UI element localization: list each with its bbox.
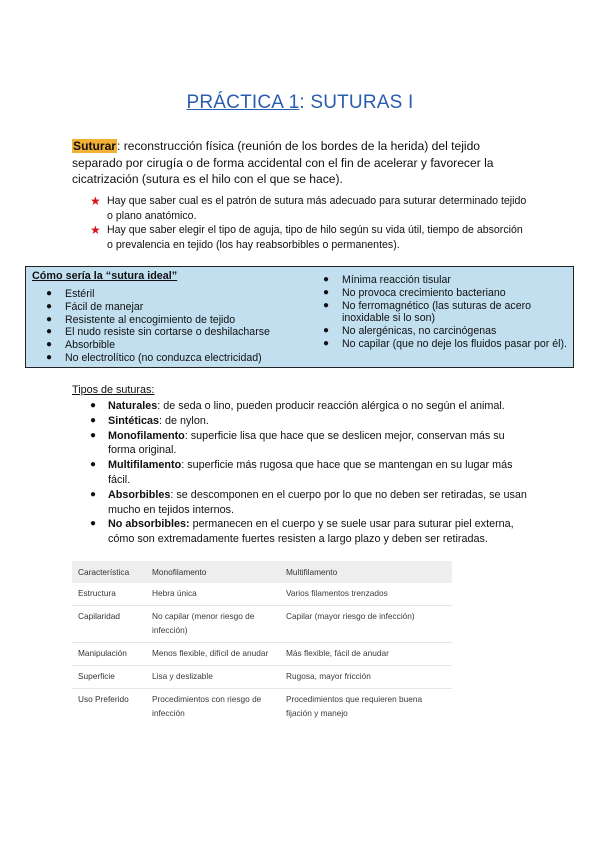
table-cell: Procedimientos que requieren buena fijación y manejo bbox=[286, 694, 423, 718]
bullet-icon: ● bbox=[90, 414, 97, 426]
bullet-icon: ● bbox=[90, 518, 97, 530]
item-text: No provoca crecimiento bacteriano bbox=[342, 286, 506, 299]
list-item bbox=[46, 288, 316, 301]
list-item bbox=[46, 314, 316, 327]
bullet-icon: ● bbox=[90, 459, 97, 471]
bullet-icon: ● bbox=[46, 288, 53, 299]
table-cell: Estructura bbox=[72, 583, 146, 606]
types-list bbox=[90, 399, 535, 547]
table-cell: Lisa y deslizable bbox=[146, 666, 280, 689]
highlighted-term: Suturar bbox=[73, 139, 117, 153]
table-cell: Rugosa, mayor fricción bbox=[280, 666, 452, 689]
item-text: No capilar (que no deje los fluidos pasar por él). bbox=[342, 337, 567, 350]
column-header: Monofilamento bbox=[146, 561, 280, 583]
bullet-icon: ● bbox=[90, 429, 97, 441]
note-text: Hay que saber cual es el patrón de sutura más adecuado para suturar determinado tejido o plano anatómico. bbox=[107, 195, 527, 222]
type-term: Naturales bbox=[108, 400, 158, 412]
item-text: No electrolítico (no conduzca electricidad) bbox=[65, 351, 262, 364]
item-text: Fácil de manejar bbox=[65, 300, 144, 313]
comparison-table bbox=[72, 561, 452, 725]
table-row bbox=[72, 606, 452, 643]
column-header: Multifilamento bbox=[280, 561, 452, 583]
type-term: Sintéticas bbox=[108, 414, 160, 427]
list-item bbox=[90, 458, 535, 488]
bullet-icon: ● bbox=[323, 274, 330, 285]
list-item bbox=[46, 352, 316, 365]
type-text: : de nylon. bbox=[159, 414, 209, 427]
item-text: Resistente al encogimiento de tejido bbox=[65, 313, 236, 326]
table-cell: No capilar (menor riesgo de infección) bbox=[146, 606, 280, 643]
title-link[interactable]: PRÁCTICA 1 bbox=[186, 92, 300, 113]
type-text: permanecen en el cuerpo y se suele usar para suturar piel externa, cómo son extremadamente fuertes resisten a largo plazo y deben ser retiradas. bbox=[108, 518, 514, 546]
types-heading: Tipos de suturas: bbox=[72, 384, 155, 396]
list-item bbox=[90, 194, 530, 223]
table-header-row bbox=[72, 561, 452, 583]
list-item bbox=[90, 429, 535, 459]
bullet-icon: ● bbox=[323, 286, 330, 298]
table-cell: Uso Preferido bbox=[78, 694, 129, 704]
list-item bbox=[323, 325, 568, 338]
list-item bbox=[323, 300, 568, 326]
table-cell: Varios filamentos trenzados bbox=[280, 583, 452, 606]
list-item bbox=[46, 326, 316, 339]
list-item bbox=[90, 223, 530, 252]
list-item bbox=[90, 517, 535, 547]
bullet-icon: ● bbox=[46, 326, 53, 338]
intro-paragraph bbox=[72, 138, 532, 188]
table-row bbox=[72, 689, 452, 726]
item-text: No ferromagnético (las suturas de acero inoxidable si lo son) bbox=[342, 299, 532, 325]
type-term: Multifilamento bbox=[108, 459, 182, 472]
table-cell: Manipulación bbox=[72, 643, 146, 666]
bullet-icon: ● bbox=[323, 299, 330, 311]
table-cell: Procedimientos con riesgo de infección bbox=[152, 694, 262, 718]
list-item bbox=[90, 399, 535, 414]
table-cell: Capilaridad bbox=[72, 606, 146, 643]
type-text: : superficie lisa que hace que se deslicen mejor, conservan más su forma original. bbox=[108, 429, 505, 457]
title-rest: : SUTURAS I bbox=[299, 92, 414, 113]
bullet-icon: ● bbox=[46, 300, 53, 312]
item-text: No alergénicas, no carcinógenas bbox=[342, 325, 497, 338]
bullet-icon: ● bbox=[323, 325, 330, 337]
table-cell: Hebra única bbox=[146, 583, 280, 606]
ideal-right-list bbox=[323, 274, 568, 351]
note-text: Hay que saber elegir el tipo de aguja, tipo de hilo según su vida útil, tiempo de absorción o prevalencia en tejido (los hay reabsorbibles o permanentes). bbox=[107, 224, 523, 251]
item-text: El nudo resiste sin cortarse o deshilacharse bbox=[65, 326, 270, 339]
list-item bbox=[323, 274, 568, 287]
type-term: Absorbibles bbox=[108, 488, 171, 501]
bullet-icon: ● bbox=[46, 313, 53, 325]
bullet-icon: ● bbox=[90, 400, 97, 411]
type-term: Monofilamento bbox=[108, 429, 185, 442]
list-item bbox=[46, 339, 316, 352]
column-header: Característica bbox=[72, 561, 146, 583]
list-item bbox=[90, 414, 535, 429]
item-text: Mínima reacción tisular bbox=[342, 274, 451, 286]
notes-list bbox=[90, 194, 530, 252]
table-row bbox=[72, 583, 452, 606]
type-text: : de seda o lino, pueden producir reacción alérgica o no según el animal. bbox=[157, 400, 505, 412]
list-item bbox=[323, 338, 568, 351]
item-text: Absorbible bbox=[65, 339, 116, 352]
type-term: No absorbibles: bbox=[108, 518, 190, 531]
list-item bbox=[46, 301, 316, 314]
intro-definition: : reconstrucción física (reunión de los bordes de la herida) del tejido separado por cirugía o de forma accidental con el fin de acelerar y favorecer la cicatrización (sutura es el hilo con el que se hace). bbox=[72, 139, 494, 186]
table-row bbox=[72, 643, 452, 666]
bullet-icon: ● bbox=[46, 339, 53, 351]
ideal-suture-box bbox=[25, 266, 574, 368]
table-cell: Superficie bbox=[72, 666, 146, 689]
list-item bbox=[90, 488, 535, 518]
star-icon: ★ bbox=[90, 194, 101, 208]
table-cell: Menos flexible, difícil de anudar bbox=[146, 643, 280, 666]
ideal-left-list bbox=[46, 288, 316, 365]
page-title bbox=[0, 92, 600, 114]
bullet-icon: ● bbox=[90, 488, 97, 500]
ideal-suture-heading: Cómo sería la “sutura ideal” bbox=[32, 270, 178, 282]
type-text: : superficie más rugosa que hace que se mantengan en su lugar más fácil. bbox=[108, 459, 513, 486]
star-icon: ★ bbox=[90, 223, 101, 237]
list-item bbox=[323, 287, 568, 300]
item-text: Estéril bbox=[65, 288, 95, 300]
table-cell: Capilar (mayor riesgo de infección) bbox=[280, 606, 452, 643]
table-row bbox=[72, 666, 452, 689]
type-text: : se descomponen en el cuerpo por lo que no deben ser retiradas, se usan mucho en tejidos internos. bbox=[108, 488, 527, 516]
bullet-icon: ● bbox=[323, 337, 330, 349]
bullet-icon: ● bbox=[46, 351, 53, 363]
table-cell: Más flexible, fácil de anudar bbox=[280, 643, 452, 666]
